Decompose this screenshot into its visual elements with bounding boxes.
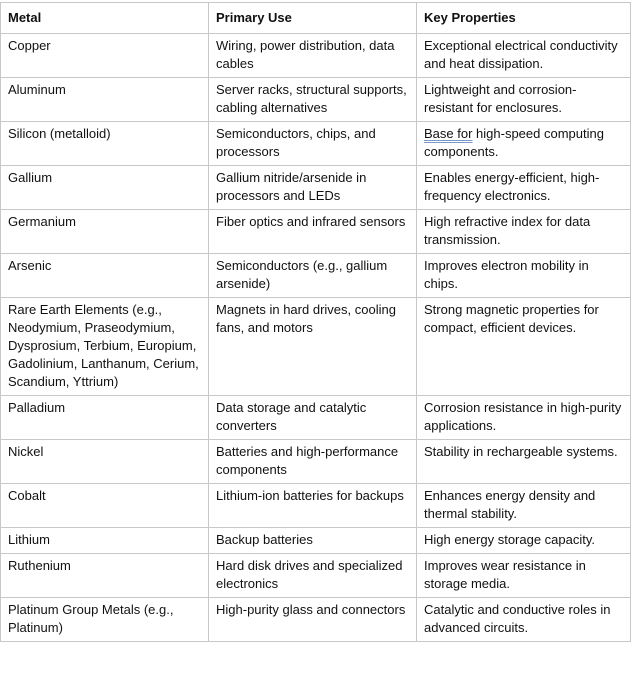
table-row: [1, 528, 631, 554]
cell-properties: High refractive index for data transmission.: [417, 210, 631, 254]
cell-metal: Ruthenium: [1, 554, 209, 598]
metals-table-container: [0, 2, 630, 642]
cell-use: Semiconductors (e.g., gallium arsenide): [209, 254, 417, 298]
table-row: [1, 254, 631, 298]
cell-properties: Enhances energy density and thermal stability.: [417, 484, 631, 528]
table-row: [1, 78, 631, 122]
cell-metal: Copper: [1, 34, 209, 78]
table-row: [1, 396, 631, 440]
cell-use: Server racks, structural supports, cabling alternatives: [209, 78, 417, 122]
cell-metal: Aluminum: [1, 78, 209, 122]
table-row: [1, 440, 631, 484]
cell-use: Magnets in hard drives, cooling fans, and motors: [209, 298, 417, 396]
cell-metal: Gallium: [1, 166, 209, 210]
header-row: [1, 3, 631, 34]
cell-properties: Lightweight and corrosion-resistant for enclosures.: [417, 78, 631, 122]
cell-metal: Palladium: [1, 396, 209, 440]
cell-properties: Catalytic and conductive roles in advanced circuits.: [417, 598, 631, 642]
cell-use: Backup batteries: [209, 528, 417, 554]
cell-properties: High energy storage capacity.: [417, 528, 631, 554]
cell-properties: Stability in rechargeable systems.: [417, 440, 631, 484]
cell-metal: Arsenic: [1, 254, 209, 298]
cell-use: Lithium-ion batteries for backups: [209, 484, 417, 528]
cell-metal: Rare Earth Elements (e.g., Neodymium, Praseodymium, Dysprosium, Terbium, Europium, Gadolinium, Lanthanum, Cerium, Scandium, Yttrium): [1, 298, 209, 396]
cell-use: Wiring, power distribution, data cables: [209, 34, 417, 78]
cell-metal: Platinum Group Metals (e.g., Platinum): [1, 598, 209, 642]
header-primary-use: Primary Use: [209, 3, 417, 34]
cell-metal: Silicon (metalloid): [1, 122, 209, 166]
cell-use: Gallium nitride/arsenide in processors and LEDs: [209, 166, 417, 210]
cell-properties-rest: high-speed computing components.: [424, 126, 604, 159]
table-row: [1, 34, 631, 78]
table-row: [1, 484, 631, 528]
cell-properties: Improves wear resistance in storage media.: [417, 554, 631, 598]
cell-properties: Corrosion resistance in high-purity applications.: [417, 396, 631, 440]
table-row: [1, 166, 631, 210]
cell-metal: Germanium: [1, 210, 209, 254]
cell-use: High-purity glass and connectors: [209, 598, 417, 642]
spellcheck-underlined-text[interactable]: Base for: [424, 126, 473, 141]
table-row: [1, 210, 631, 254]
cell-properties: Improves electron mobility in chips.: [417, 254, 631, 298]
cell-use: Data storage and catalytic converters: [209, 396, 417, 440]
cell-use: Hard disk drives and specialized electronics: [209, 554, 417, 598]
cell-properties: Strong magnetic properties for compact, efficient devices.: [417, 298, 631, 396]
table-row: [1, 598, 631, 642]
cell-use: Semiconductors, chips, and processors: [209, 122, 417, 166]
metals-table: [0, 2, 631, 642]
cell-metal: Nickel: [1, 440, 209, 484]
table-row: [1, 122, 631, 166]
cell-metal: Cobalt: [1, 484, 209, 528]
table-row: [1, 554, 631, 598]
cell-use: Fiber optics and infrared sensors: [209, 210, 417, 254]
cell-properties: [417, 122, 631, 166]
table-row: [1, 298, 631, 396]
cell-properties: Exceptional electrical conductivity and heat dissipation.: [417, 34, 631, 78]
header-metal: Metal: [1, 3, 209, 34]
header-key-properties: Key Properties: [417, 3, 631, 34]
cell-use: Batteries and high-performance components: [209, 440, 417, 484]
cell-properties: Enables energy-efficient, high-frequency electronics.: [417, 166, 631, 210]
cell-metal: Lithium: [1, 528, 209, 554]
